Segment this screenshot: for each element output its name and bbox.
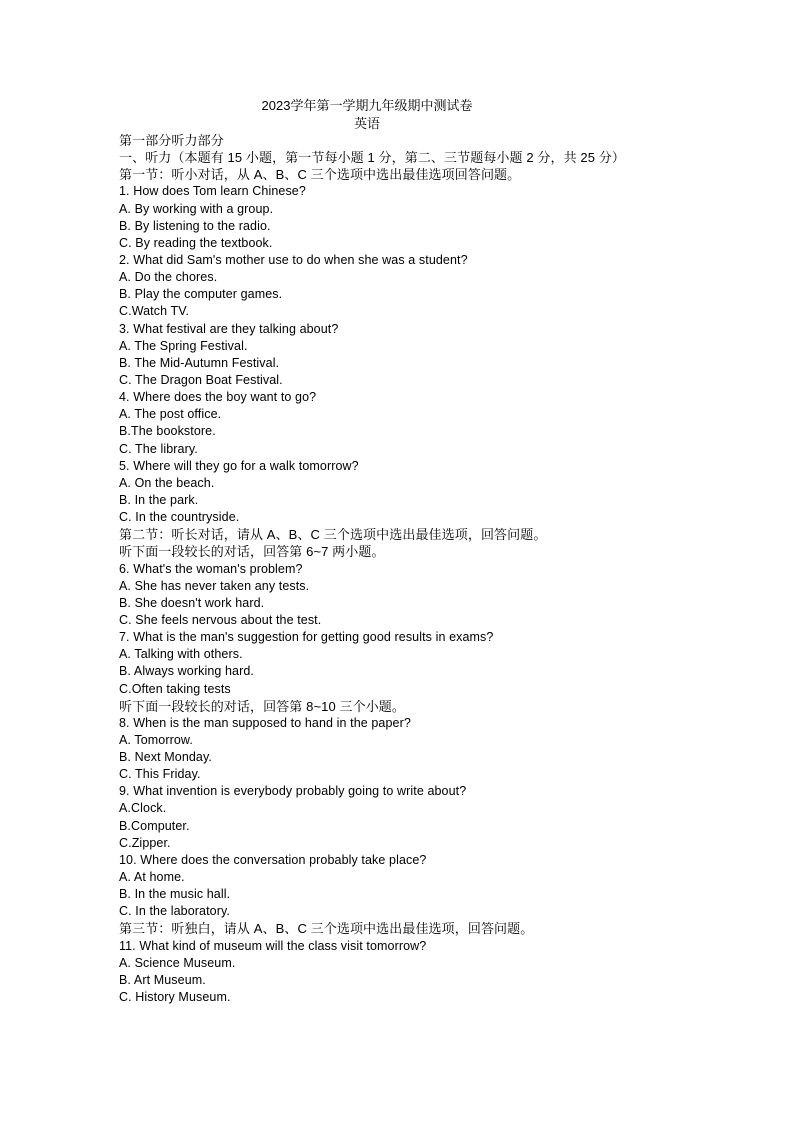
question-text: 1. How does Tom learn Chinese? (119, 184, 306, 199)
answer-option: C. The library. (119, 441, 198, 456)
question-text: 10. Where does the conversation probably take place? (119, 852, 427, 867)
answer-option: C. She feels nervous about the test. (119, 612, 322, 627)
section-instruction: 一、听力（本题有 15 小题，第一节每小题 1 分，第二、三节题每小题 2 分，共 25 分） (119, 150, 625, 166)
section-instruction: 第二节：听长对话，请从 A、B、C 三个选项中选出最佳选项，回答问题。 (119, 527, 547, 543)
question-text: 9. What invention is everybody probably going to write about? (119, 784, 467, 799)
question-text: 5. Where will they go for a walk tomorrow? (119, 458, 359, 473)
answer-option: A. The post office. (119, 407, 222, 422)
question-text: 8. When is the man supposed to hand in the paper? (119, 715, 411, 730)
question-text: 3. What festival are they talking about? (119, 321, 339, 336)
section-instruction: 第一节：听小对话，从 A、B、C 三个选项中选出最佳选项回答问题。 (119, 167, 521, 183)
section-instruction: 听下面一段较长的对话，回答第 8~10 三个小题。 (119, 698, 406, 714)
answer-option: B. In the park. (119, 492, 199, 507)
answer-option: C. The Dragon Boat Festival. (119, 372, 283, 387)
answer-option: B. The Mid-Autumn Festival. (119, 355, 280, 370)
answer-option: A. Talking with others. (119, 647, 243, 662)
question-text: 2. What did Sam's mother use to do when she was a student? (119, 252, 468, 267)
question-text: 11. What kind of museum will the class visit tomorrow? (119, 938, 427, 953)
answer-option: A. By working with a group. (119, 201, 274, 216)
section-instruction: 第一部分听力部分 (119, 133, 224, 148)
answer-option: C. By reading the textbook. (119, 235, 273, 250)
answer-option: B. Next Monday. (119, 750, 212, 765)
answer-option: A. On the beach. (119, 475, 215, 490)
answer-option: A. Tomorrow. (119, 732, 193, 747)
answer-option: C.Often taking tests (119, 681, 231, 696)
answer-option: C. In the countryside. (119, 510, 240, 525)
answer-option: A. At home. (119, 870, 185, 885)
exam-content (119, 132, 779, 1006)
question-text: 6. What's the woman's problem? (119, 561, 303, 576)
section-instruction: 第三节：听独白，请从 A、B、C 三个选项中选出最佳选项，回答问题。 (119, 921, 534, 937)
exam-title: 2023学年第一学期九年级期中测试卷 (261, 98, 473, 113)
answer-option: C. History Museum. (119, 990, 231, 1005)
answer-option: B. In the music hall. (119, 887, 231, 902)
answer-option: B.The bookstore. (119, 424, 216, 439)
question-text: 7. What is the man's suggestion for getting good results in exams? (119, 630, 494, 645)
section-instruction: 听下面一段较长的对话，回答第 6~7 两小题。 (119, 544, 385, 560)
answer-option: C.Watch TV. (119, 304, 190, 319)
question-text: 4. Where does the boy want to go? (119, 390, 317, 405)
answer-option: C.Zipper. (119, 835, 171, 850)
answer-option: B. Art Museum. (119, 972, 206, 987)
answer-option: A. Do the chores. (119, 270, 218, 285)
answer-option: B. She doesn't work hard. (119, 595, 265, 610)
exam-subject: 英语 (353, 116, 380, 131)
answer-option: B. By listening to the radio. (119, 218, 271, 233)
answer-option: C. In the laboratory. (119, 904, 230, 919)
answer-option: A. The Spring Festival. (119, 338, 248, 353)
answer-option: C. This Friday. (119, 767, 201, 782)
answer-option: B.Computer. (119, 818, 190, 833)
answer-option: B. Always working hard. (119, 664, 254, 679)
answer-option: A. Science Museum. (119, 955, 236, 970)
answer-option: B. Play the computer games. (119, 287, 283, 302)
answer-option: A. She has never taken any tests. (119, 578, 310, 593)
answer-option: A.Clock. (119, 801, 167, 816)
